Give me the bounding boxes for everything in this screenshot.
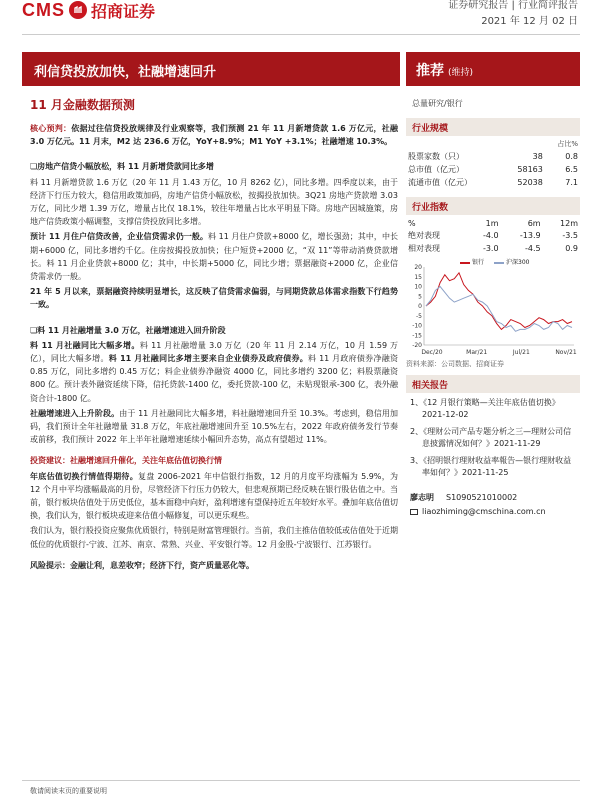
section-2-para-1-text: 料 11 月社融增量 3.0 万亿（20 年 11 月 2.14 万亿，10 月 1.59 万亿），同比大幅多增。 [30,340,398,364]
index-label: 相对表现 [408,244,440,253]
pct-header: 占比% [557,140,578,148]
report-type: 证券研究报告 | 行业简评报告 [448,0,578,11]
industry-scale-title: 行业规模 [406,118,580,136]
section-2-title: ❏料 11 月社融增量 3.0 万亿，社融增速进入回升阶段 [30,325,226,335]
sidebar [406,118,580,519]
legend-label-hs300: 沪深300 [506,259,530,266]
report-subtitle: 11 月金融数据预测 [30,98,135,112]
x-tick-label: Mar/21 [466,349,488,356]
col-header: 1m [485,218,499,228]
analyst-name: 廖志明 [410,493,434,502]
invest-title: 投资建议：社融增速回升催化，关注年底估值切换行情 [30,456,222,466]
rating-bar [406,52,580,86]
series-line-hs300 [426,287,572,332]
report-date: 2021 年 12 月 02 日 [481,16,578,27]
header-divider [22,34,580,35]
section-2-para-2-text: 由于 11 月社融同比大幅多增，料社融增速回升至 10.3%。考虑到，稳信用加码，我们预计全年社融增量 31.8 万亿，年底社融增速回升至 10.5%左右，2022 年政府债务发行节奏或前移，我们预计 2022 年上半年社融增速延续小幅回升态势，高点有望超过 11%。 [30,408,398,445]
lead-paragraph [30,122,398,148]
y-tick-label: -20 [412,342,422,349]
rating-label: 推荐 [416,63,444,79]
y-tick-label: 10 [414,283,422,291]
logo-badge-icon [69,1,87,19]
mail-icon [410,509,418,515]
section-1-para-1: 料 11 月新增贷款 1.6 万亿（20 年 11 月 1.43 万亿，10 月 8262 亿），同比多增。四季度以来，由于经济下行压力较大，稳信用政策加码，房地产信贷小幅放松，按揭投放加快。3Q21 房地产贷款增 3.03 万亿，同比少增 1.39 万亿，增量占比仅 18.1%，较往年增量占比水平明显下降。房地产因城施策，房地产信贷政策小幅调整，支撑信贷投放同比多增。 [30,177,398,227]
index-value: -4.0 [482,231,499,240]
y-tick-label: 20 [414,264,422,271]
legend-item-bank [460,257,484,266]
chart-legend [460,257,529,266]
industry-index-title: 行业指数 [406,197,580,215]
scale-value: 38 [532,152,543,161]
section-2-para-1-text2: 料 11 月政府债券净融资 0.85 万亿，同比多增约 0.45 万亿；料企业债券净融资 4000 亿，同比多增约 3200 亿；料股票融资 800 亿。预计表外融资延续下降，信托贷款-1400 亿，委托贷款-100 亿，未贴现银承-300 亿，表外融资合计-1800 亿。 [30,354,398,403]
index-chart-svg [406,257,580,357]
index-label: 绝对表现 [408,231,440,240]
list-item[interactable]: 2、《理财公司产品专题分析之三—理财公司信息披露情况如何？》2021-11-29 [410,427,572,448]
y-tick-label: -15 [412,332,422,340]
invest-para-1-text: 复盘 2006-2021 年中信银行指数，12 月的月度平均涨幅为 5.9%，为 12 个月中平均涨幅最高的月份，尽管经济下行压力仍较大，但悲观预期已经反映在银行股估值之中。当前，银行板块估值处于历史低位，基本面稳中向好，盈利增速有望保持近五年较好水平。叠加年底估值切换，我们认为，银行板块或迎来估值小幅修复，可以更乐观些。 [30,471,399,521]
analyst-code: S1090521010002 [446,493,518,502]
scale-value: 52038 [517,178,543,187]
table-row [406,242,580,255]
scale-pct: 0.8 [565,152,578,161]
industry-scale-table [406,138,580,189]
index-value: -3.5 [562,231,578,240]
index-value: -3.0 [482,244,499,253]
section-1-para-2-lead: 预计 11 月住户信贷改善，企业信贷需求仍一般。 [30,232,208,242]
series-line-bank [426,273,572,330]
index-value: -4.5 [524,244,541,253]
section-1-para-2-text: 料 11 月住户贷款+8000 亿，增长强劲；其中，中长期+6000 亿，同比多增约千亿。住房按揭投放加快；住户短贷+2000 亿，“双 11”等带动消费贷款增长。料 11 月企业贷款+8000 亿；其中，中长期+5000 亿，同比少增；票据融资+2000 亿，企业信贷需求仍一般。 [30,232,399,282]
page-footer: 敬请阅读末页的重要说明 [30,787,107,795]
y-tick-label: 15 [414,273,422,281]
scale-label: 股票家数（只） [408,152,464,161]
section-2-para-1 [30,339,398,405]
section-2-para-2-lead: 社融增速进入上升阶段。 [30,408,120,418]
chart-axes [424,267,574,345]
legend-item-hs300 [494,257,529,266]
col-header: 6m [527,218,541,228]
scale-label: 流通市值（亿元） [408,178,472,187]
scale-pct: 6.5 [565,165,578,174]
y-tick-label: 5 [418,293,422,301]
scale-value: 58163 [517,165,543,174]
related-reports-list [406,393,580,479]
section-2-para-2 [30,407,398,447]
section-1-para-2 [30,230,398,283]
table-row [406,150,580,163]
lead-text: 依据过往信贷投放规律及行业观察等，我们预测 21 年 11 月新增贷款 1.6 万亿元，社融 3.0 万亿元。11 月末，M2 达 236.6 万亿，YoY+8.9%；M1 YoY +3.1%；社融增速 10.3%。 [30,124,398,147]
invest-para-1 [30,470,398,523]
legend-swatch-hs300 [494,262,504,264]
index-value: 0.9 [565,244,578,253]
company-logo [22,0,155,20]
list-item[interactable]: 3、《招明银行理财收益率報告—银行理财收益率如何？》2021-11-25 [410,456,572,477]
x-tick-label: Jul/21 [512,349,530,356]
chart-source: 资料来源：公司数据、招商证券 [406,360,504,368]
analyst-email[interactable]: liaozhiming@cmschina.com.cn [422,507,546,516]
title-prefix: 利信贷投放加快， [34,65,139,80]
page-header [0,0,600,32]
y-tick-label: -5 [416,312,422,320]
legend-swatch-bank [460,262,470,264]
section-1-para-3: 21 年 5 月以来，票据融资持续明显增长，这反映了信贷需求偏弱，与同期贷款总体需求指数下行趋势一致。 [30,287,398,310]
related-reports-title: 相关报告 [406,375,580,393]
scale-pct: 7.1 [565,178,578,187]
analyst-info [406,491,580,519]
industry-index-table [406,217,580,255]
col-header: 12m [560,218,578,228]
section-2-para-1-lead: 料 11 月社融同比大幅多增。 [30,340,140,350]
y-tick-label: -10 [412,322,422,330]
list-item[interactable]: 1、《12 月银行策略—关注年底估值切换》2021-12-02 [410,398,560,419]
title-main: 社融增速回升 [138,65,217,80]
rating-sub: (维持) [448,68,474,78]
logo-text-cn: 招商证券 [91,1,156,21]
index-chart [406,257,580,357]
report-body [30,122,398,574]
col-header: % [408,218,416,228]
table-row [406,163,580,176]
logo-text-en: CMS [22,0,65,20]
scale-label: 总市值（亿元） [408,165,464,174]
risk-note: 风险提示：金融让利，息差收窄；经济下行，资产质量恶化等。 [30,560,254,570]
x-tick-label: Dec/20 [421,349,443,356]
y-tick-label: 0 [418,303,422,310]
legend-label-bank: 银行 [472,259,485,266]
lead-label: 核心预判： [30,124,72,133]
invest-para-1-lead: 年底估值切换行情值得期待。 [30,471,139,481]
table-row [406,229,580,242]
invest-para-2: 我们认为，银行股投资应聚焦优质银行，特别是财富管理银行。当前，我们主推估值较低或估值处于近期低位的优质银行-宁波、江苏、南京、常熟、兴业、平安银行等。12 月金股-宁波银行、江苏银行。 [30,526,398,549]
index-value: -13.9 [519,231,541,240]
table-header-row [406,217,580,229]
section-1-title: ❏房地产信贷小幅放松，料 11 月新增贷款同比多增 [30,162,214,172]
report-title [22,52,400,86]
footer-divider [22,780,580,781]
analyst-section-label: 总量研究/银行 [412,99,463,108]
section-2-para-1-lead2: 料 11 月社融同比多增主要来自企业债券及政府债券。 [108,354,308,364]
table-row [406,176,580,189]
x-tick-label: Nov/21 [555,349,577,356]
report-meta [448,0,578,28]
